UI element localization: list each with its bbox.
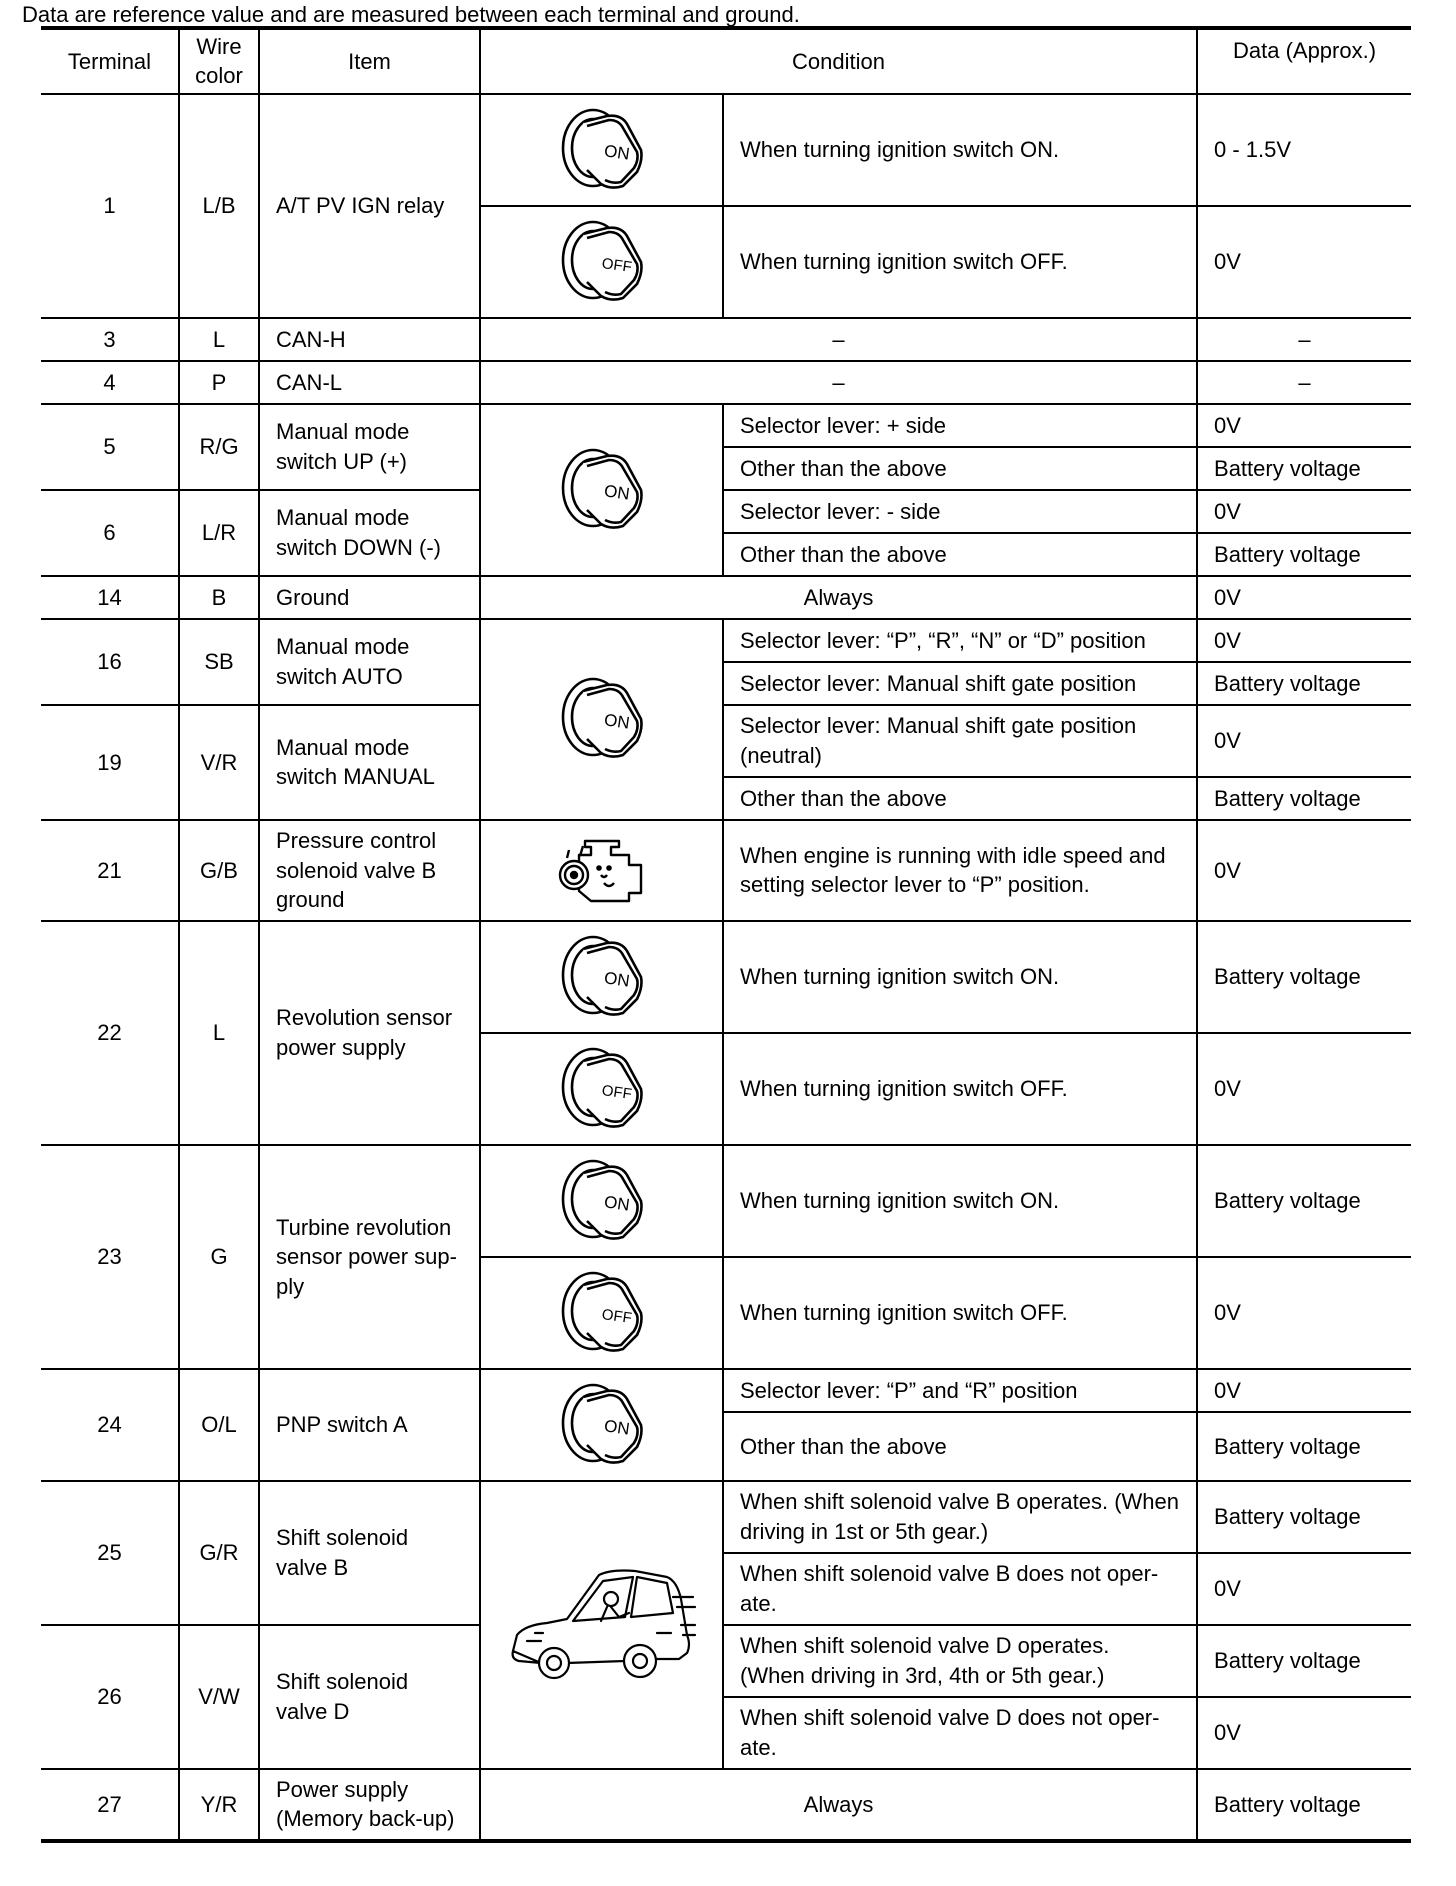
item-cell: Shift solenoid valve D bbox=[259, 1625, 480, 1769]
table-row bbox=[41, 361, 1411, 404]
table-row bbox=[41, 576, 1411, 619]
condition-cell: When turning ignition switch OFF. bbox=[723, 1033, 1197, 1145]
condition-cell: Other than the above bbox=[723, 447, 1197, 490]
data-cell: 0V bbox=[1197, 1257, 1411, 1369]
data-cell: Battery voltage bbox=[1197, 533, 1411, 576]
data-cell: 0V bbox=[1197, 206, 1411, 318]
terminal-cell: 16 bbox=[41, 619, 179, 705]
condition-cell: – bbox=[480, 318, 1197, 361]
terminal-cell: 24 bbox=[41, 1369, 179, 1481]
item-cell: Manual mode switch AUTO bbox=[259, 619, 480, 705]
terminal-cell: 5 bbox=[41, 404, 179, 490]
ignition-state-label: ON bbox=[602, 1192, 631, 1215]
condition-cell: When turning ignition switch ON. bbox=[723, 94, 1197, 206]
table-row bbox=[41, 490, 1411, 533]
wire-color-cell: G/R bbox=[179, 1481, 259, 1625]
data-cell: 0V bbox=[1197, 619, 1411, 662]
table-header-row bbox=[41, 28, 1411, 94]
ignition-switch-on-icon bbox=[480, 619, 723, 820]
condition-cell: When turning ignition switch OFF. bbox=[723, 1257, 1197, 1369]
condition-cell: When shift solenoid valve B does not oper-ate. bbox=[723, 1553, 1197, 1625]
data-cell: Battery voltage bbox=[1197, 777, 1411, 820]
terminal-data-table bbox=[41, 26, 1411, 1843]
condition-cell: Selector lever: Manual shift gate position (neutral) bbox=[723, 705, 1197, 777]
ignition-switch-off-icon bbox=[480, 1033, 723, 1145]
wire-color-cell: G bbox=[179, 1145, 259, 1369]
reference-note: Data are reference value and are measured between each terminal and ground. bbox=[22, 2, 800, 27]
wire-color-cell: V/W bbox=[179, 1625, 259, 1769]
ignition-state-label: OFF bbox=[600, 1305, 633, 1327]
item-cell: PNP switch A bbox=[259, 1369, 480, 1481]
condition-cell: Other than the above bbox=[723, 1412, 1197, 1481]
item-cell: Turbine revolution sensor power sup-ply bbox=[259, 1145, 480, 1369]
wire-color-cell: P bbox=[179, 361, 259, 404]
ignition-switch-on-icon bbox=[480, 404, 723, 576]
header-item: Item bbox=[259, 28, 480, 94]
data-cell: 0V bbox=[1197, 404, 1411, 447]
item-cell: Manual mode switch UP (+) bbox=[259, 404, 480, 490]
ignition-state-label: OFF bbox=[600, 1081, 633, 1103]
wire-color-cell: L/R bbox=[179, 490, 259, 576]
ignition-state-label: ON bbox=[602, 710, 631, 734]
terminal-cell: 6 bbox=[41, 490, 179, 576]
ignition-state-label: ON bbox=[602, 1416, 631, 1439]
condition-cell: Other than the above bbox=[723, 777, 1197, 820]
ignition-switch-on-icon bbox=[480, 1369, 723, 1481]
data-cell: 0V bbox=[1197, 1033, 1411, 1145]
item-cell: Manual mode switch DOWN (-) bbox=[259, 490, 480, 576]
data-cell: Battery voltage bbox=[1197, 1481, 1411, 1553]
data-cell: 0 - 1.5V bbox=[1197, 94, 1411, 206]
table-row bbox=[41, 404, 1411, 447]
terminal-cell: 25 bbox=[41, 1481, 179, 1625]
data-cell: Battery voltage bbox=[1197, 1412, 1411, 1481]
wire-color-cell: R/G bbox=[179, 404, 259, 490]
item-cell: A/T PV IGN relay bbox=[259, 94, 480, 318]
data-cell: Battery voltage bbox=[1197, 1145, 1411, 1257]
data-cell: Battery voltage bbox=[1197, 662, 1411, 705]
table-row bbox=[41, 921, 1411, 1033]
condition-cell: When shift solenoid valve B operates. (When driving in 1st or 5th gear.) bbox=[723, 1481, 1197, 1553]
item-cell: CAN-L bbox=[259, 361, 480, 404]
wire-color-cell: O/L bbox=[179, 1369, 259, 1481]
terminal-cell: 23 bbox=[41, 1145, 179, 1369]
condition-cell: Other than the above bbox=[723, 533, 1197, 576]
data-cell: 0V bbox=[1197, 576, 1411, 619]
condition-cell: Selector lever: Manual shift gate position bbox=[723, 662, 1197, 705]
condition-cell: Selector lever: “P” and “R” position bbox=[723, 1369, 1197, 1412]
table-row bbox=[41, 1481, 1411, 1553]
table-row bbox=[41, 1369, 1411, 1412]
header-wire-color: Wire color bbox=[179, 28, 259, 94]
item-cell: CAN-H bbox=[259, 318, 480, 361]
terminal-cell: 22 bbox=[41, 921, 179, 1145]
data-cell: – bbox=[1197, 361, 1411, 404]
data-cell: 0V bbox=[1197, 1369, 1411, 1412]
data-cell: 0V bbox=[1197, 490, 1411, 533]
condition-cell: When shift solenoid valve D operates. (When driving in 3rd, 4th or 5th gear.) bbox=[723, 1625, 1197, 1697]
table-row bbox=[41, 619, 1411, 662]
item-cell: Shift solenoid valve B bbox=[259, 1481, 480, 1625]
condition-cell: Selector lever: - side bbox=[723, 490, 1197, 533]
data-cell: Battery voltage bbox=[1197, 1625, 1411, 1697]
data-cell: Battery voltage bbox=[1197, 921, 1411, 1033]
engine-running-icon bbox=[480, 820, 723, 921]
table-row bbox=[41, 705, 1411, 777]
data-cell: Battery voltage bbox=[1197, 447, 1411, 490]
table-row bbox=[41, 1769, 1411, 1841]
wire-color-cell: V/R bbox=[179, 705, 259, 820]
terminal-cell: 3 bbox=[41, 318, 179, 361]
wire-color-cell: Y/R bbox=[179, 1769, 259, 1841]
terminal-cell: 19 bbox=[41, 705, 179, 820]
terminal-cell: 14 bbox=[41, 576, 179, 619]
condition-cell: – bbox=[480, 361, 1197, 404]
data-cell: – bbox=[1197, 318, 1411, 361]
data-cell: 0V bbox=[1197, 705, 1411, 777]
ignition-state-label: ON bbox=[602, 968, 631, 991]
ignition-switch-on-icon bbox=[480, 94, 723, 206]
wire-color-cell: SB bbox=[179, 619, 259, 705]
wire-color-cell: G/B bbox=[179, 820, 259, 921]
data-cell: Battery voltage bbox=[1197, 1769, 1411, 1841]
wire-color-cell: L/B bbox=[179, 94, 259, 318]
table-row bbox=[41, 820, 1411, 921]
condition-cell: Selector lever: + side bbox=[723, 404, 1197, 447]
wire-color-cell: B bbox=[179, 576, 259, 619]
table-row bbox=[41, 94, 1411, 206]
ignition-state-label: ON bbox=[602, 141, 631, 164]
ignition-switch-off-icon bbox=[480, 1257, 723, 1369]
condition-cell: When engine is running with idle speed and setting selector lever to “P” position. bbox=[723, 820, 1197, 921]
ignition-switch-on-icon bbox=[480, 1145, 723, 1257]
condition-cell: Selector lever: “P”, “R”, “N” or “D” position bbox=[723, 619, 1197, 662]
item-cell: Manual mode switch MANUAL bbox=[259, 705, 480, 820]
ignition-switch-off-icon bbox=[480, 206, 723, 318]
condition-cell: When shift solenoid valve D does not oper-ate. bbox=[723, 1697, 1197, 1769]
wire-color-cell: L bbox=[179, 921, 259, 1145]
header-terminal: Terminal bbox=[41, 28, 179, 94]
item-cell: Pressure control solenoid valve B ground bbox=[259, 820, 480, 921]
table-row bbox=[41, 1625, 1411, 1697]
data-cell: 0V bbox=[1197, 820, 1411, 921]
item-cell: Power supply (Memory back-up) bbox=[259, 1769, 480, 1841]
data-cell: 0V bbox=[1197, 1553, 1411, 1625]
table-row bbox=[41, 1145, 1411, 1257]
car-driving-icon bbox=[480, 1481, 723, 1769]
data-cell: 0V bbox=[1197, 1697, 1411, 1769]
condition-cell: Always bbox=[480, 1769, 1197, 1841]
wire-color-cell: L bbox=[179, 318, 259, 361]
item-cell: Revolution sensor power supply bbox=[259, 921, 480, 1145]
condition-cell: Always bbox=[480, 576, 1197, 619]
condition-cell: When turning ignition switch OFF. bbox=[723, 206, 1197, 318]
condition-cell: When turning ignition switch ON. bbox=[723, 1145, 1197, 1257]
condition-cell: When turning ignition switch ON. bbox=[723, 921, 1197, 1033]
item-cell: Ground bbox=[259, 576, 480, 619]
terminal-cell: 1 bbox=[41, 94, 179, 318]
table-row bbox=[41, 318, 1411, 361]
header-condition: Condition bbox=[480, 28, 1197, 94]
header-data: Data (Approx.) bbox=[1197, 28, 1411, 94]
ignition-switch-on-icon bbox=[480, 921, 723, 1033]
terminal-cell: 26 bbox=[41, 1625, 179, 1769]
ignition-state-label: OFF bbox=[600, 254, 633, 276]
terminal-cell: 4 bbox=[41, 361, 179, 404]
terminal-cell: 21 bbox=[41, 820, 179, 921]
terminal-cell: 27 bbox=[41, 1769, 179, 1841]
ignition-state-label: ON bbox=[602, 481, 631, 504]
